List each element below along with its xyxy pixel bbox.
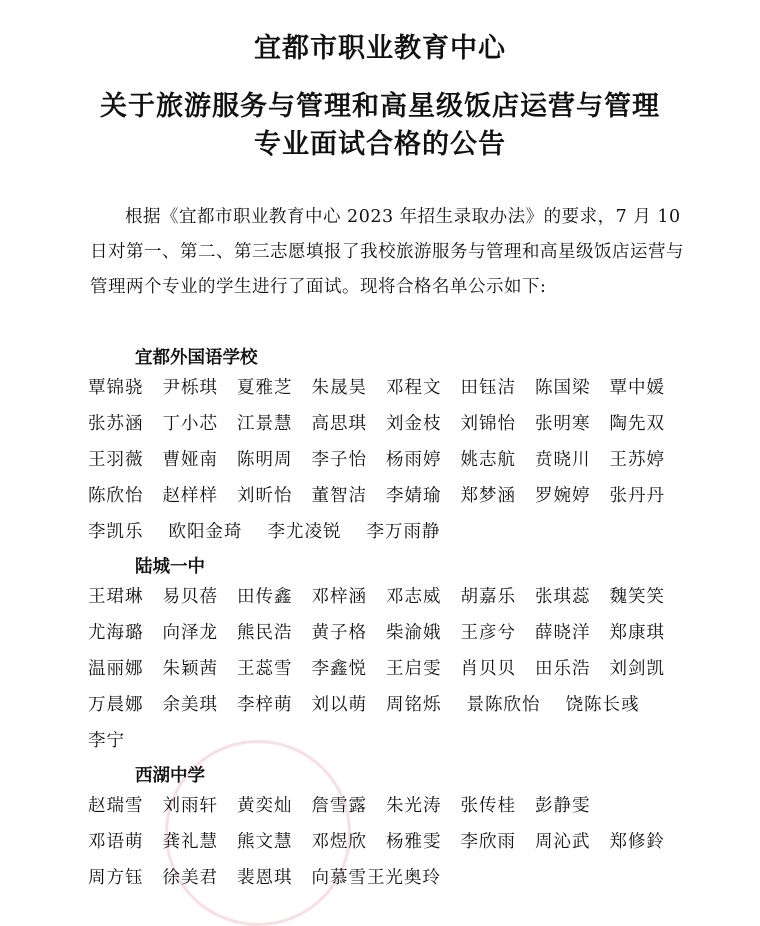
student-name: 尤海璐: [88, 623, 144, 643]
student-name: 李梓萌: [237, 695, 293, 715]
name-row: [88, 788, 708, 824]
student-name: 李婧瑜: [386, 486, 442, 506]
student-name: 陈国梁: [535, 378, 591, 398]
student-name: 邓煜欣: [311, 832, 367, 852]
student-name: 周沁武: [535, 832, 591, 852]
name-row: [88, 478, 708, 514]
student-name: 郑梦涵: [460, 486, 516, 506]
student-name: 杨雅雯: [386, 832, 442, 852]
student-name: 张传桂: [460, 796, 516, 816]
student-name: 王羽薇: [88, 450, 144, 470]
student-name: 覃中媛: [609, 378, 665, 398]
student-name: 姚志航: [460, 450, 516, 470]
title-line-2: 关于旅游服务与管理和高星级饭店运营与管理: [100, 91, 660, 122]
student-name: 刘雨轩: [162, 796, 218, 816]
student-name: 王珺琳: [88, 587, 144, 607]
student-name: 陈明周: [237, 450, 293, 470]
name-row: [88, 723, 708, 759]
name-row: [88, 370, 708, 406]
student-name: 曹娅南: [162, 450, 218, 470]
name-row: [88, 651, 708, 687]
student-name: 田钰洁: [460, 378, 516, 398]
student-name: 向慕雪王光奥玲: [311, 868, 441, 888]
student-name: 罗婉婷: [535, 486, 591, 506]
student-name: 李子怡: [311, 450, 367, 470]
student-name: 黄奕灿: [237, 796, 293, 816]
student-name: 覃锦骁: [88, 378, 144, 398]
name-row: [88, 860, 708, 896]
student-name: 刘金枝: [386, 414, 442, 434]
student-name: 尹栎琪: [162, 378, 218, 398]
student-name: 朱晟昊: [311, 378, 367, 398]
student-name: 赵样样: [162, 486, 218, 506]
student-name: 张苏涵: [88, 414, 144, 434]
name-row: [88, 615, 708, 651]
student-name: 杨雨婷: [386, 450, 442, 470]
section-heading: 陆城一中: [135, 557, 205, 577]
student-name: 王蕊雪: [237, 659, 293, 679]
student-name: 邓志威: [386, 587, 442, 607]
student-name: 李尤凌锐: [267, 522, 342, 542]
student-name: 郑修鈴: [609, 832, 665, 852]
student-name: 易贝蓓: [162, 587, 218, 607]
name-row: [88, 579, 708, 615]
student-name: 朱颖茜: [162, 659, 218, 679]
student-name: 刘剑凯: [609, 659, 665, 679]
section-heading: 宜都外国语学校: [135, 348, 258, 368]
name-list: [88, 579, 708, 759]
name-list: [88, 788, 708, 896]
student-name: 赵瑞雪: [88, 796, 144, 816]
name-row: [88, 687, 708, 723]
student-name: 刘以萌: [311, 695, 367, 715]
student-name: 高思琪: [311, 414, 367, 434]
student-name: 彭静雯: [535, 796, 591, 816]
title-line-1: 宜都市职业教育中心: [254, 33, 506, 64]
name-list: [88, 370, 708, 550]
student-name: 黄子格: [311, 623, 367, 643]
student-name: 董智洁: [311, 486, 367, 506]
student-name: 柴渝娥: [386, 623, 442, 643]
name-row: [88, 442, 708, 478]
student-name: 邓程文: [386, 378, 442, 398]
student-name: 郑康琪: [609, 623, 665, 643]
student-name: 张明寒: [535, 414, 591, 434]
student-name: 刘锦怡: [460, 414, 516, 434]
title-line-3: 专业面试合格的公告: [254, 129, 506, 160]
student-name: 朱光涛: [386, 796, 442, 816]
student-name: 詹雪露: [311, 796, 367, 816]
student-name: 魏笑笑: [609, 587, 665, 607]
section-heading: 西湖中学: [135, 766, 205, 786]
student-name: 李欣雨: [460, 832, 516, 852]
student-name: 张丹丹: [609, 486, 665, 506]
student-name: 裴恩琪: [237, 868, 293, 888]
student-name: 余美琪: [162, 695, 218, 715]
student-name: 张琪蕊: [535, 587, 591, 607]
student-name: 龚礼慧: [162, 832, 218, 852]
student-name: 刘昕怡: [237, 486, 293, 506]
student-name: 熊文慧: [237, 832, 293, 852]
intro-paragraph: 根据《宜都市职业教育中心 2023 年招生录取办法》的要求，7 月 10 日对第一、第二、第三志愿填报了我校旅游服务与管理和高星级饭店运营与管理两个专业的学生进行了面试。现将合格名单公示如下:: [90, 207, 684, 297]
student-name: 王启雯: [386, 659, 442, 679]
student-name: 熊民浩: [237, 623, 293, 643]
student-name: 李凯乐: [88, 522, 144, 542]
student-name: 贲晓川: [535, 450, 591, 470]
student-name: 田传鑫: [237, 587, 293, 607]
student-name: 万晨娜: [88, 695, 144, 715]
student-name: 陶先双: [609, 414, 665, 434]
student-name: 李鑫悦: [311, 659, 367, 679]
name-row: [88, 824, 708, 860]
student-name: 王彦兮: [460, 623, 516, 643]
student-name: 欧阳金琦: [168, 522, 243, 542]
student-name: 王苏婷: [609, 450, 665, 470]
student-name: 江景慧: [237, 414, 293, 434]
student-name: 李宁: [88, 731, 125, 751]
student-name: 徐美君: [162, 868, 218, 888]
student-name: 温丽娜: [88, 659, 144, 679]
student-name: 邓语萌: [88, 832, 144, 852]
student-name: 饶陈长彧: [565, 695, 640, 715]
student-name: 薛晓洋: [535, 623, 591, 643]
student-name: 肖贝贝: [460, 659, 516, 679]
student-name: 李万雨静: [366, 522, 441, 542]
student-name: 邓梓涵: [311, 587, 367, 607]
name-row: [88, 514, 708, 550]
student-name: 向泽龙: [162, 623, 218, 643]
student-name: 夏雅芝: [237, 378, 293, 398]
student-name: 胡嘉乐: [460, 587, 516, 607]
student-name: 田乐浩: [535, 659, 591, 679]
student-name: 陈欣怡: [88, 486, 144, 506]
student-name: 丁小芯: [162, 414, 218, 434]
name-row: [88, 406, 708, 442]
student-name: 周方钰: [88, 868, 144, 888]
student-name: 景陈欣怡: [466, 695, 541, 715]
student-name: 周铭烁: [386, 695, 442, 715]
